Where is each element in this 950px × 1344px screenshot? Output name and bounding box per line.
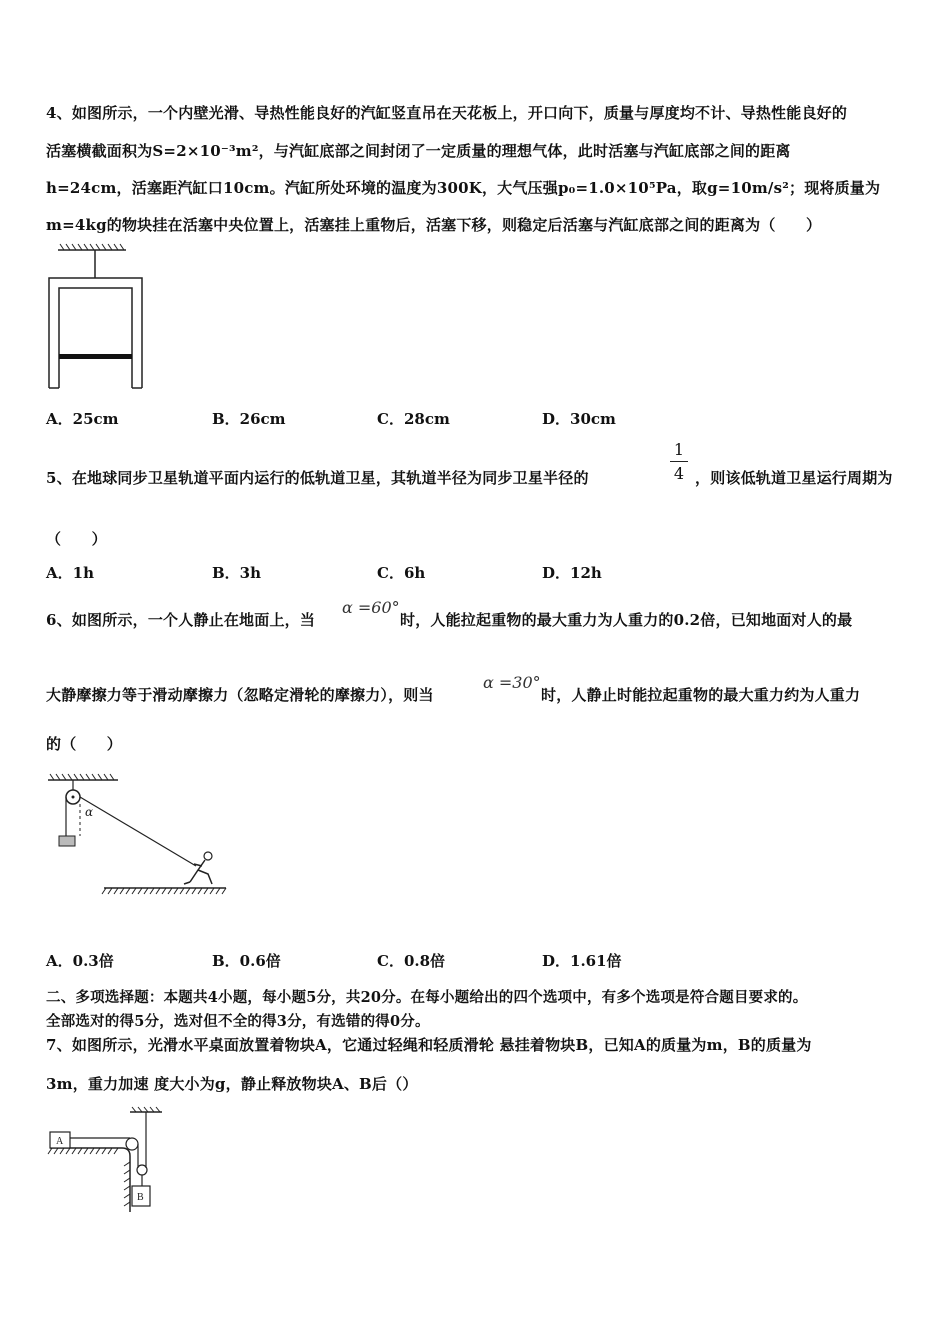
q4-option-d[interactable]: D．30cm xyxy=(542,410,616,428)
q6-option-b[interactable]: B．0.6倍 xyxy=(212,952,281,970)
q5-line-1: 5、在地球同步卫星轨道平面内运行的低轨道卫星，其轨道半径为同步卫星半径的 xyxy=(46,469,589,487)
q6-line-2b: 时，人静止时能拉起重物的最大重力约为人重力 xyxy=(541,686,861,704)
q4-cylinder-figure xyxy=(44,242,154,394)
q6-pulley-figure xyxy=(44,770,230,904)
q7-block-a-label: A xyxy=(56,1136,64,1147)
q5-fraction-denominator: 4 xyxy=(673,464,685,483)
q5-line-1-end: ，则该低轨道卫星运行周期为 xyxy=(695,469,893,487)
q7-block-b-label: B xyxy=(137,1192,144,1203)
q7-pulley-figure xyxy=(44,1106,168,1214)
q4-option-b[interactable]: B．26cm xyxy=(212,410,286,428)
q6-option-a[interactable]: A．0.3倍 xyxy=(46,952,114,970)
section2-line-2: 全部选对的得5分，选对但不全的得3分，有选错的得0分。 xyxy=(46,1013,430,1030)
q6-line-2a: 大静摩擦力等于滑动摩擦力（忽略定滑轮的摩擦力），则当 xyxy=(46,686,434,704)
q5-fraction-numerator: 1 xyxy=(673,440,685,459)
q6-alpha-30: α =30° xyxy=(483,673,541,692)
q6-option-d[interactable]: D．1.61倍 xyxy=(542,952,622,970)
q6-figure-alpha-label: α xyxy=(85,805,94,819)
q5-fraction xyxy=(668,440,690,483)
q4-option-c[interactable]: C．28cm xyxy=(377,410,450,428)
q4-option-a[interactable]: A．25cm xyxy=(46,410,119,428)
q6-line-3: 的（ ） xyxy=(46,735,123,753)
q5-option-b[interactable]: B．3h xyxy=(212,564,262,582)
q6-line-1a: 6、如图所示，一个人静止在地面上，当 xyxy=(46,611,316,629)
section2-line-1: 二、多项选择题：本题共4小题，每小题5分，共20分。在每小题给出的四个选项中，有多个选项是符合题目要求的。 xyxy=(46,989,808,1006)
q4-line-1: 4、如图所示，一个内壁光滑、导热性能良好的汽缸竖直吊在天花板上，开口向下，质量与厚度均不计、导热性能良好的 xyxy=(46,104,848,122)
q6-line-1b: 时，人能拉起重物的最大重力为人重力的0.2倍，已知地面对人的最 xyxy=(400,611,853,629)
q7-line-2: 3m，重力加速 度大小为g，静止释放物块A、B后（） xyxy=(46,1075,418,1093)
q5-option-d[interactable]: D．12h xyxy=(542,564,602,582)
q5-option-a[interactable]: A．1h xyxy=(46,564,94,582)
q5-option-c[interactable]: C．6h xyxy=(377,564,426,582)
q5-line-2: （ ） xyxy=(46,530,107,548)
q4-line-4: m=4kg的物块挂在活塞中央位置上，活塞挂上重物后，活塞下移，则稳定后活塞与汽缸底部之间的距离为（ ） xyxy=(46,216,822,234)
q4-line-3: h=24cm，活塞距汽缸口10cm。汽缸所处环境的温度为300K，大气压强p₀=1.0×10⁵Pa，取g=10m/s²；现将质量为 xyxy=(46,179,881,197)
q7-line-1: 7、如图所示，光滑水平桌面放置着物块A，它通过轻绳和轻质滑轮 悬挂着物块B，已知A的质量为m，B的质量为 xyxy=(46,1036,812,1054)
q4-line-2: 活塞横截面积为S=2×10⁻³m²，与汽缸底部之间封闭了一定质量的理想气体，此时活塞与汽缸底部之间的距离 xyxy=(46,142,791,160)
q6-alpha-60: α =60° xyxy=(342,598,400,617)
q6-option-c[interactable]: C．0.8倍 xyxy=(377,952,446,970)
